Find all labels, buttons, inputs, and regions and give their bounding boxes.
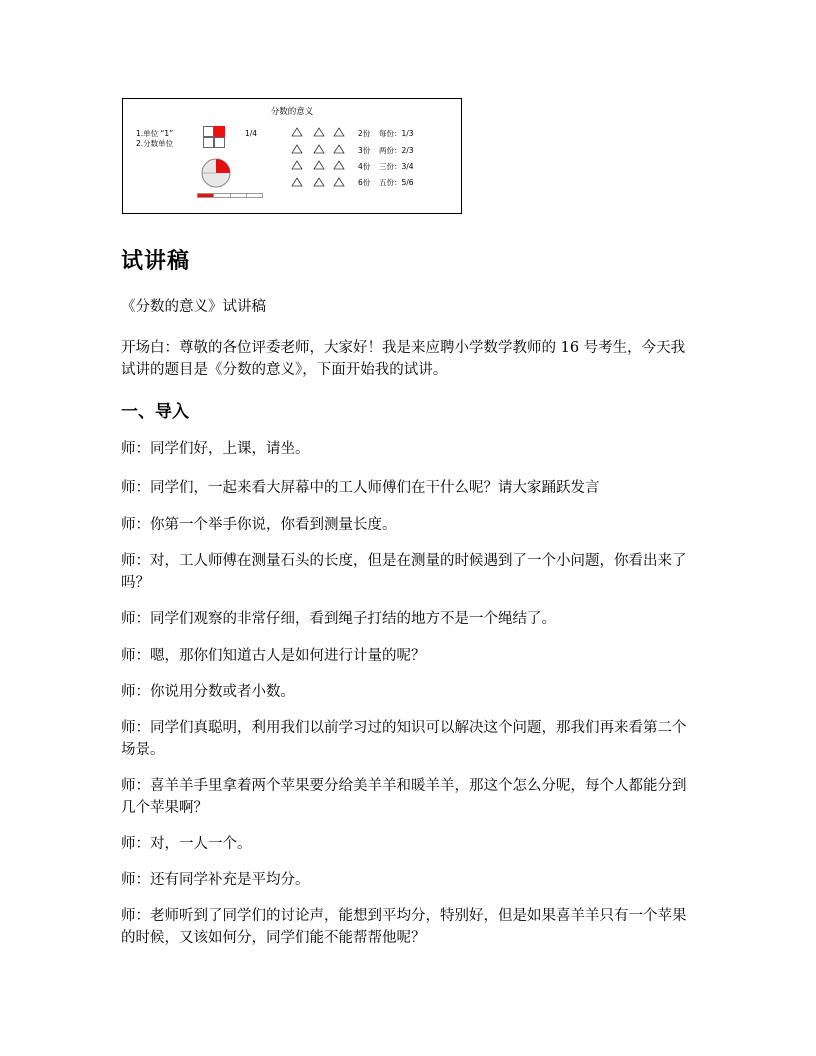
- square-quarter-diagram: [203, 126, 225, 148]
- row-3-each: 三份：3/4: [379, 162, 414, 171]
- row-1-each: 每份：1/3: [379, 129, 414, 138]
- figure-left-line-1: 1.单位 “1”: [136, 129, 174, 138]
- dialogue-paragraph: 师：同学们好，上课，请坐。: [121, 441, 310, 457]
- page-heading: 试讲稿: [121, 249, 191, 274]
- triangle-grid: [291, 127, 351, 189]
- figure-left-line-2: 2.分数单位: [136, 139, 174, 148]
- dialogue-paragraph: 师：喜羊羊手里拿着两个苹果要分给美羊羊和暖羊羊，那这个怎么分呢，每个人都能分到几个苹果啊？: [121, 778, 687, 816]
- row-3-parts: 4份: [358, 162, 371, 171]
- figure-title: 分数的意义: [270, 107, 314, 117]
- dialogue-paragraph: 师：同学们，一起来看大屏幕中的工人师傅们在干什么呢？请大家踊跃发言: [121, 480, 600, 496]
- fraction-label: 1/4: [245, 129, 258, 138]
- row-2-parts: 3份: [358, 146, 371, 155]
- section-heading-intro: 一、导入: [121, 402, 189, 422]
- opening-paragraph: 开场白：尊敬的各位评委老师，大家好！我是来应聘小学数学教师的 16 号考生，今天我试讲的题目是《分数的意义》，下面开始我的试讲。: [121, 340, 686, 378]
- dialogue-paragraph: 师：老师听到了同学们的讨论声，能想到平均分，特别好，但是如果喜羊羊只有一个苹果的时候，又该如何分，同学们能不能帮帮他呢？: [121, 908, 687, 946]
- bar-segment-diagram: [197, 193, 263, 198]
- dialogue-paragraph: 师：还有同学补充是平均分。: [121, 872, 310, 888]
- dialogue-paragraph: 师：对，工人师傅在测量石头的长度，但是在测量的时候遇到了一个小问题，你看出来了吗？: [121, 553, 687, 591]
- dialogue-paragraph: 师：对，一人一个。: [121, 836, 252, 852]
- row-1-parts: 2份: [358, 129, 371, 138]
- row-2-each: 两份：2/3: [379, 146, 414, 155]
- dialogue-paragraph: 师：同学们观察的非常仔细，看到绳子打结的地方不是一个绳结了。: [121, 611, 556, 627]
- row-4-parts: 6份: [358, 178, 371, 187]
- dialogue-paragraph: 师：同学们真聪明，利用我们以前学习过的知识可以解决这个问题，那我们再来看第二个场景。: [121, 720, 687, 758]
- lecture-subtitle: 《分数的意义》试讲稿: [121, 299, 266, 315]
- row-4-each: 五份：5/6: [379, 178, 414, 187]
- dialogue-paragraph: 师：嗯，那你们知道古人是如何进行计量的呢？: [121, 648, 426, 664]
- pie-quarter-diagram: [200, 157, 232, 189]
- board-design-figure: [122, 98, 462, 214]
- dialogue-paragraph: 师：你说用分数或者小数。: [121, 684, 295, 700]
- dialogue-paragraph: 师：你第一个举手你说，你看到测量长度。: [121, 517, 397, 533]
